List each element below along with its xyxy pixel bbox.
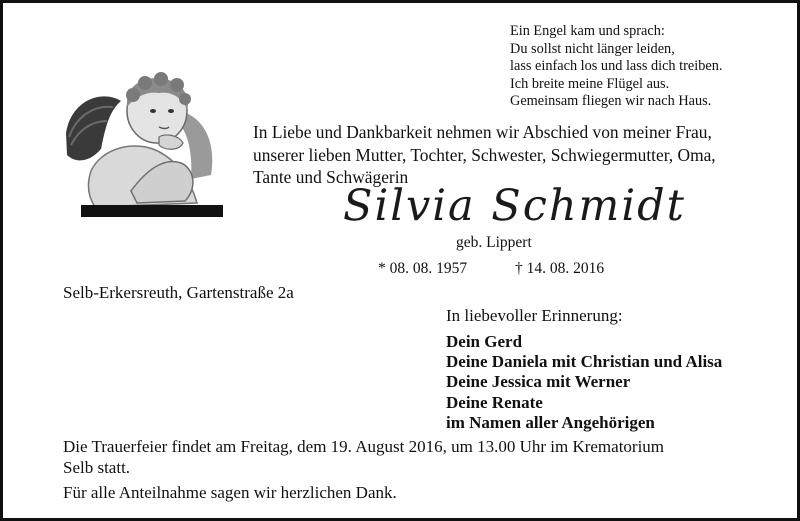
thanks-line: Für alle Anteilnahme sagen wir herzlichen Dank. <box>63 483 397 502</box>
deceased-name: Silvia Schmidt <box>343 181 686 231</box>
birth-date: * 08. 08. 1957 <box>378 260 468 277</box>
signer-line: Deine Jessica mit Werner <box>446 372 631 392</box>
intro-line: unserer lieben Mutter, Tochter, Schwester, Schwiegermutter, Oma, <box>253 144 716 165</box>
maiden-name: geb. Lippert <box>456 234 532 251</box>
poem-verse <box>510 23 722 111</box>
cherub-angel-icon <box>61 71 223 217</box>
poem-line: Gemeinsam fliegen wir nach Haus. <box>510 93 712 110</box>
intro-line: Tante und Schwägerin <box>253 167 409 187</box>
signer-line: Deine Daniela mit Christian und Alisa <box>446 352 723 372</box>
signer-line: Deine Renate <box>446 392 543 412</box>
farewell-intro <box>253 121 716 189</box>
funeral-service-info <box>63 437 664 478</box>
poem-line: lass einfach los und lass dich treiben. <box>510 58 723 75</box>
death-date: † 14. 08. 2016 <box>515 260 605 277</box>
signer-line: im Namen aller Angehörigen <box>446 412 655 432</box>
intro-line: In Liebe und Dankbarkeit nehmen wir Abschied von meiner Frau, <box>253 122 712 142</box>
poem-line: Du sollst nicht länger leiden, <box>510 40 675 57</box>
poem-line: Ich breite meine Flügel aus. <box>510 75 670 92</box>
family-address: Selb-Erkersreuth, Gartenstraße 2a <box>63 283 294 302</box>
poem-line: Ein Engel kam und sprach: <box>510 23 665 39</box>
service-line: Selb statt. <box>63 457 131 477</box>
signer-line: Dein Gerd <box>446 332 523 351</box>
memory-heading: In liebevoller Erinnerung: <box>446 306 623 325</box>
signers-list <box>446 332 722 433</box>
service-line: Die Trauerfeier findet am Freitag, dem 19. August 2016, um 13.00 Uhr im Krematorium <box>63 437 665 456</box>
